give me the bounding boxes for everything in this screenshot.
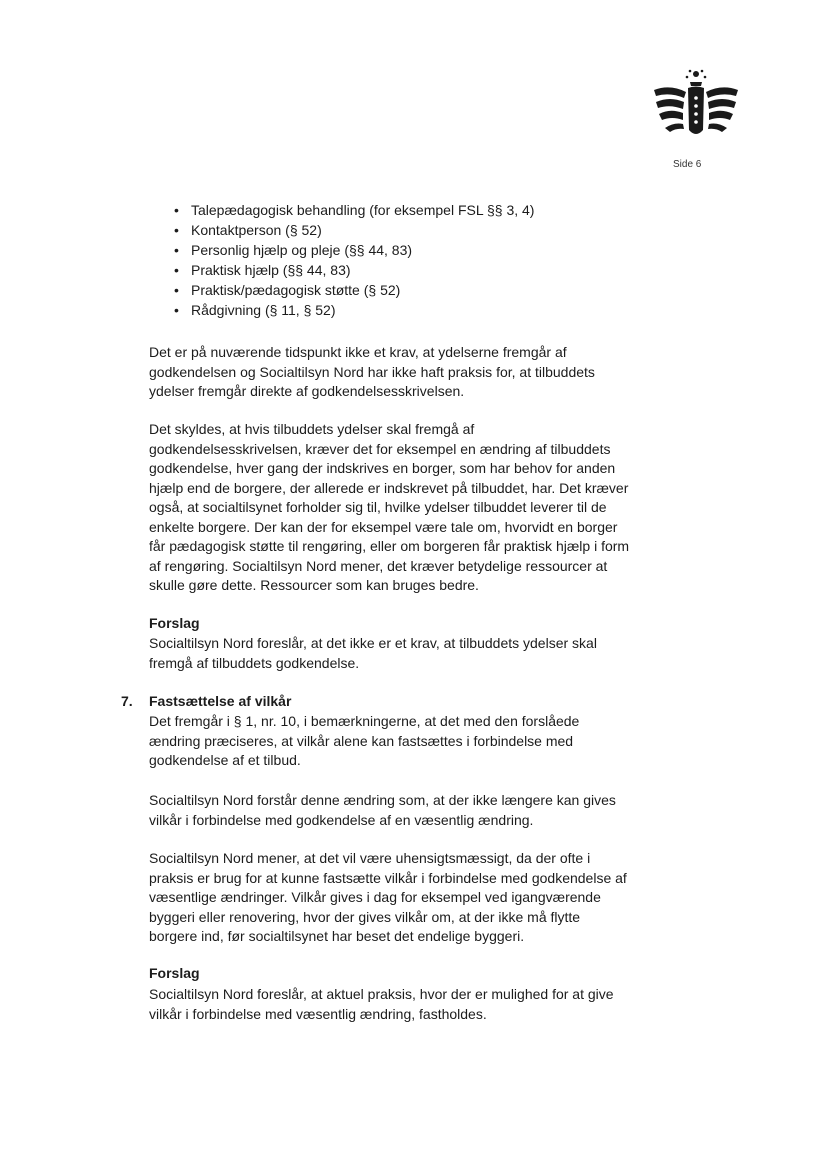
proposal-heading: Forslag	[149, 615, 200, 631]
list-item: • Personlig hjælp og pleje (§§ 44, 83)	[174, 240, 534, 260]
list-item: • Talepædagogisk behandling (for eksempel FSL §§ 3, 4)	[174, 200, 534, 220]
list-item: • Praktisk hjælp (§§ 44, 83)	[174, 260, 534, 280]
proposal-text: Socialtilsyn Nord foreslår, at aktuel praksis, hvor der er mulighed for at give vilkår i forbindelse med væsentlig ændring, fastholdes.	[149, 986, 614, 1022]
section-number: 7.	[121, 693, 133, 709]
list-item: • Rådgivning (§ 11, § 52)	[174, 300, 534, 320]
service-list	[174, 200, 534, 320]
section-heading: Fastsættelse af vilkår	[149, 693, 292, 709]
proposal-text: Socialtilsyn Nord foreslår, at det ikke er et krav, at tilbuddets ydelser skal fremgå af tilbuddets godkendelse.	[149, 635, 597, 671]
paragraph-concern: Socialtilsyn Nord mener, at det vil være uhensigtsmæssigt, da der ofte i praksis er brug for at kunne fastsætte vilkår i forbindelse med godkendelse af væsentlige ændringer. Vilkår gives i dag for eksempel ved igangværende byggeri eller renovering, hvor der gives vilkår om, at der ikke må flytte borgere ind, før socialtilsynet har beset det endelige byggeri.	[149, 850, 627, 944]
page-number: Side 6	[673, 159, 702, 170]
proposal-heading: Forslag	[149, 965, 200, 981]
paragraph-interpretation: Socialtilsyn Nord forstår denne ændring som, at der ikke længere kan gives vilkår i forbindelse med godkendelse af en væsentlig ændring.	[149, 792, 616, 828]
paragraph-reasoning: Det skyldes, at hvis tilbuddets ydelser skal fremgå af godkendelsesskrivelsen, kræver det for eksempel en ændring af tilbuddets godkendelse, hver gang der indskrives en borger, som har behov for anden hjælp end de borgere, der allerede er indskrevet på tilbuddet, har. Det kræver også, at socialtilsynet forholder sig til, hvilke ydelser tilbuddet leverer til de enkelte borgere. Der kan der for eksempel være tale om, hvorvidt en borger får pædagogisk støtte til rengøring, eller om borgeren får praktisk hjælp i form af rengøring. Socialtilsyn Nord mener, det kræver betydelige ressourcer at skulle gøre dette. Ressourcer som kan bruges bedre.	[149, 421, 630, 593]
list-item: • Kontaktperson (§ 52)	[174, 220, 534, 240]
list-item: • Praktisk/pædagogisk støtte (§ 52)	[174, 280, 534, 300]
paragraph-current-practice: Det er på nuværende tidspunkt ikke et krav, at ydelserne fremgår af godkendelsen og Socialtilsyn Nord har ikke haft praksis for, at tilbuddets ydelser fremgår direkte af godkendelsesskrivelsen.	[149, 344, 595, 399]
municipal-crest-logo	[650, 68, 742, 142]
paragraph-amendment: Det fremgår i § 1, nr. 10, i bemærkningerne, at det med den forslåede ændring præciseres, at vilkår alene kan fastsættes i forbindelse med godkendelse af et tilbud.	[149, 713, 580, 768]
